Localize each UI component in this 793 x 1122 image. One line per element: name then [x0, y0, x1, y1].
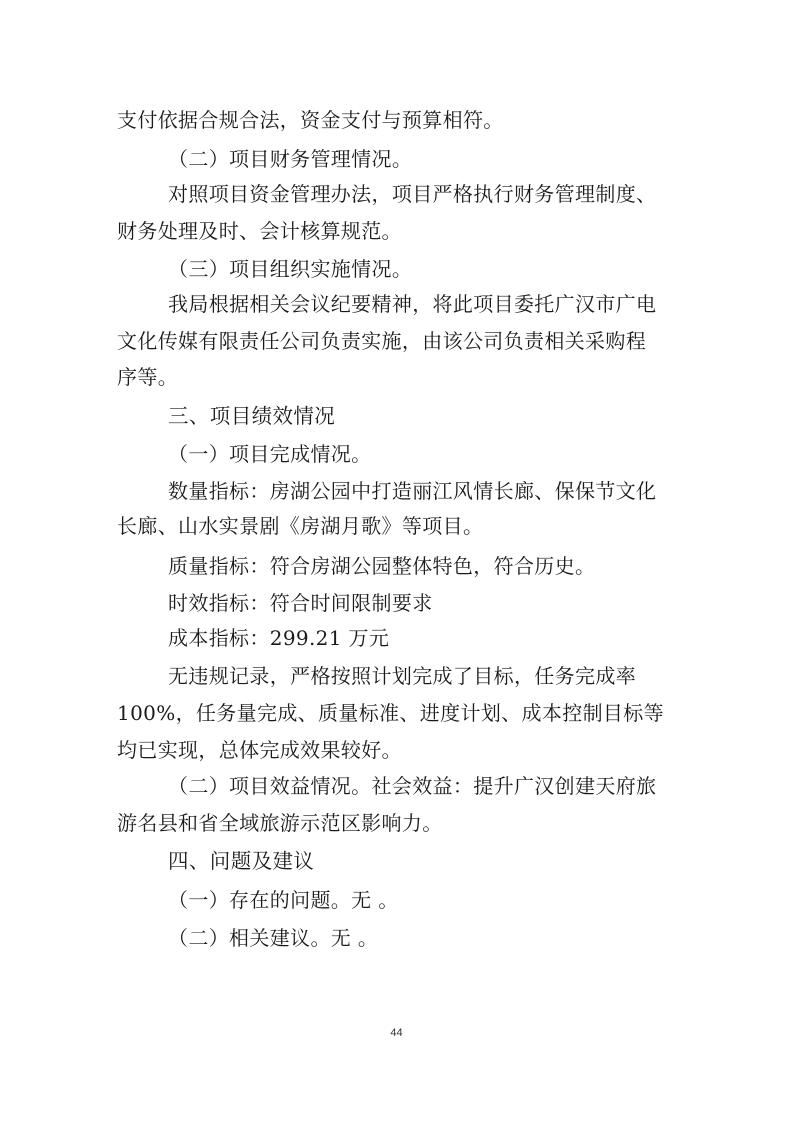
paragraph-line: 数量指标：房湖公园中打造丽江风情长廊、保保节文化 — [168, 479, 657, 503]
subheading: （三）项目组织实施情况。 — [168, 257, 413, 281]
paragraph-line: 财务处理及时、会计核算规范。 — [117, 219, 402, 243]
page-number: 44 — [390, 1027, 403, 1039]
paragraph-line: 支付依据合规合法，资金支付与预算相符。 — [117, 108, 504, 132]
section-heading: 三、项目绩效情况 — [168, 404, 336, 428]
paragraph-line: 长廊、山水实景剧《房湖月歌》等项目。 — [117, 514, 484, 538]
paragraph-line: 对照项目资金管理办法，项目严格执行财务管理制度、 — [168, 182, 657, 206]
subheading: （一）存在的问题。无 。 — [168, 888, 399, 912]
paragraph-line: 时效指标：符合时间限制要求 — [168, 591, 433, 615]
paragraph-line: 文化传媒有限责任公司负责实施，由该公司负责相关采购程 — [117, 329, 647, 353]
subheading: （一）项目完成情况。 — [168, 442, 372, 466]
paragraph-line: 100%，任务量完成、质量标准、进度计划、成本控制目标等 — [117, 701, 664, 725]
subheading: （二）项目财务管理情况。 — [168, 147, 413, 171]
subheading: （二）相关建议。无 。 — [168, 926, 379, 950]
paragraph-line: 我局根据相关会议纪要精神，将此项目委托广汉市广电 — [168, 292, 657, 316]
paragraph-line: （二）项目效益情况。社会效益：提升广汉创建天府旅 — [168, 774, 657, 798]
paragraph-line: 序等。 — [117, 365, 179, 389]
paragraph-line: 游名县和省全域旅游示范区影响力。 — [117, 811, 443, 835]
paragraph-line: 均已实现，总体完成效果较好。 — [117, 738, 402, 762]
section-heading: 四、问题及建议 — [168, 849, 315, 873]
paragraph-line: 无违规记录，严格按照计划完成了目标，任务完成率 — [168, 664, 637, 688]
paragraph-line: 成本指标：299.21 万元 — [168, 626, 390, 650]
paragraph-line: 质量指标：符合房湖公园整体特色，符合历史。 — [168, 554, 596, 578]
